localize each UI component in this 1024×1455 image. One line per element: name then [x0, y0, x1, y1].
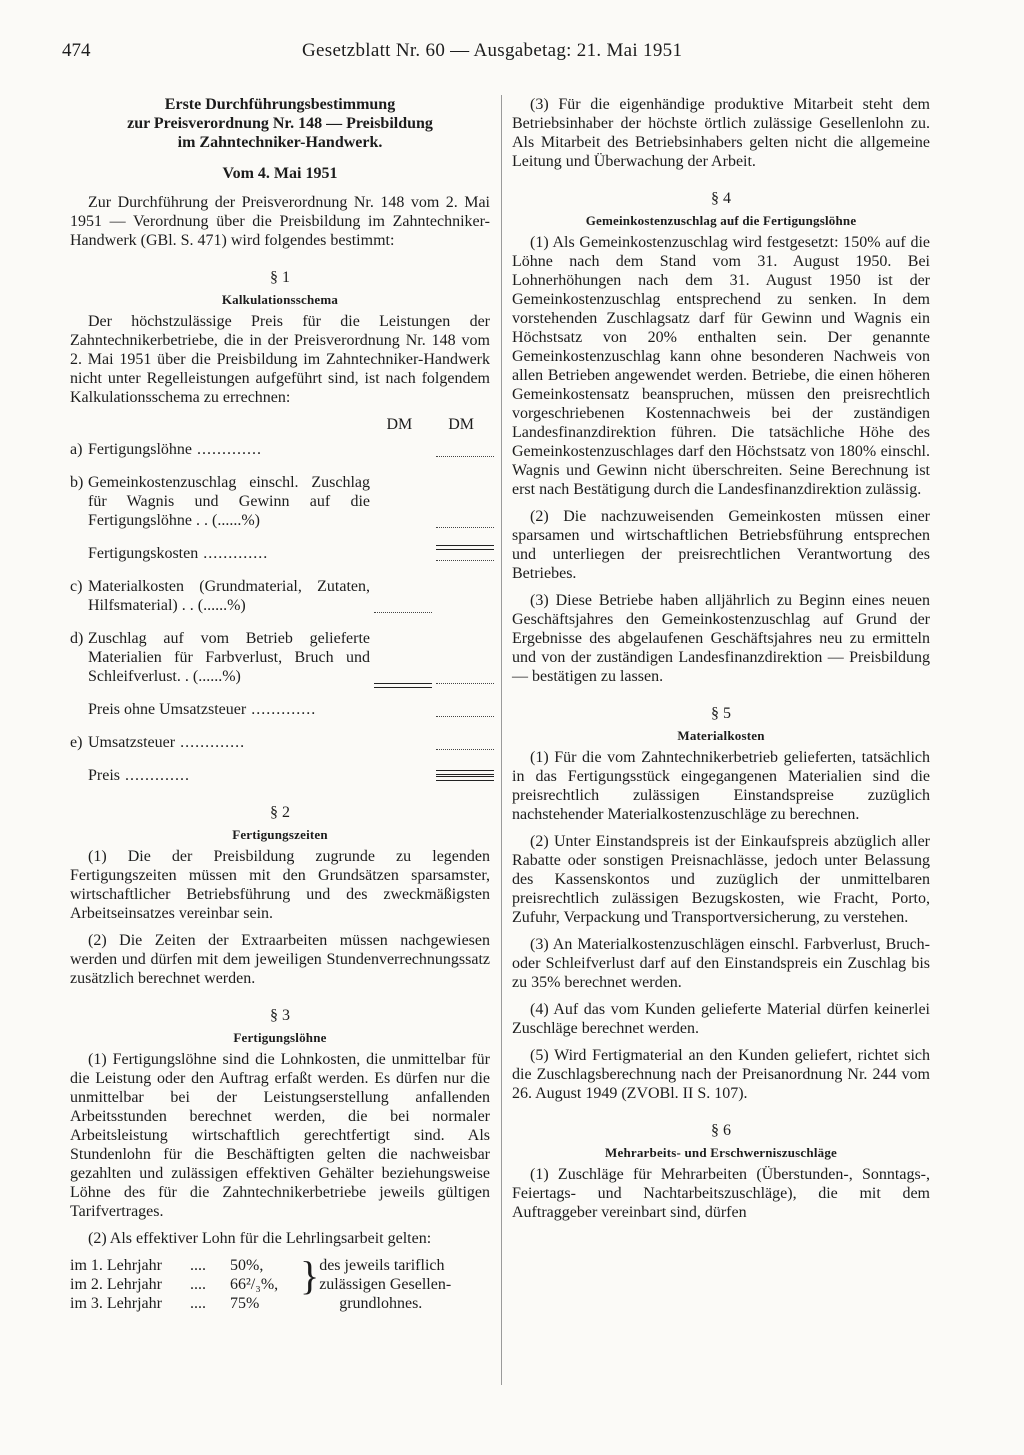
- intro-paragraph: Zur Durchführung der Preisverordnung Nr. 148 vom 2. Mai 1951 — Verordnung über die Preisbildung im Zahntechniker-Handwerk (GBl. S. 471) wird folgendes bestimmt:: [70, 194, 490, 249]
- page-number: 474: [62, 40, 91, 61]
- section-2-para-2: (2) Die Zeiten der Extraarbeiten müssen nachgewiesen werden und dürfen mit dem jeweiligen Stundenverrechnungssatz zusätzlich berechnet werden.: [70, 932, 490, 987]
- section-4-title: Gemeinkostenzuschlag auf die Fertigungslöhne: [585, 213, 857, 228]
- gazette-header-title: Gesetzblatt Nr. 60 — Ausgabetag: 21. Mai 1951: [302, 40, 683, 61]
- section-1-title: Kalkulationsschema: [221, 292, 339, 307]
- schema-row-preis: Preis .....: [70, 766, 490, 785]
- section-5-title: Materialkosten: [677, 728, 765, 743]
- schema-row-b: b) Gemeinkostenzuschlag einschl. Zuschlag für Wagnis und Gewinn auf die Fertigungslöhne . . (......%): [70, 473, 490, 530]
- section-6-title: Mehrarbeits- und Erschwerniszuschläge: [605, 1145, 837, 1160]
- schema-row-fertigungskosten: Fertigungskosten .....: [70, 544, 490, 563]
- section-5-para-1: (1) Für die vom Zahntechnikerbetrieb gelieferten, tatsächlich in das Fertigungsstück eingegangenen Materialien sind die preisrechtlich zulässigen Einstandspreise zuzüglich nachstehender Materialkostenzuschläge zu berechnen.: [512, 749, 930, 823]
- section-2-para-1: (1) Die der Preisbildung zugrunde zu legenden Fertigungszeiten müssen mit den Grundsätzen sparsamster, wirtschaftlicher Betriebsführung und des zweckmäßigsten Arbeitseinsatzes vereinbar sein.: [70, 848, 490, 922]
- schema-row-d: d) Zuschlag auf vom Betrieb gelieferte Materialien für Farbverlust, Bruch und Schleifverlust. . (......%): [70, 629, 490, 686]
- schema-row-a: a) Fertigungslöhne .....: [70, 440, 490, 459]
- section-3-para-2: (2) Als effektiver Lohn für die Lehrlingsarbeit gelten:: [88, 1230, 432, 1247]
- section-4-para-3: (3) Diese Betriebe haben alljährlich zu Beginn eines neuen Geschäftsjahres den Gemeinkostenzuschlag auf Grund der Ergebnisse des abgelaufenen Geschäftsjahres neu zu ermitteln und von der zuständigen Landesfinanzdirektion — Preisbildung — bestätigen zu lassen.: [512, 592, 930, 685]
- table-row: im 1. Lehrjahr .... 50%, } des jeweils tariflich: [70, 1253, 445, 1298]
- schema-row-preis-ohne-ust: Preis ohne Umsatzsteuer .....: [70, 700, 490, 719]
- section-6-para-1: (1) Zuschläge für Mehrarbeiten (Überstunden-, Sonntags-, Feiertags- und Nachtarbeitszuschläge), die mit dem Auftraggeber vereinbart sind, dürfen: [512, 1166, 930, 1221]
- section-3-title: Fertigungslöhne: [233, 1030, 327, 1045]
- right-column: [512, 95, 930, 1230]
- calculation-schema: [70, 415, 490, 785]
- document-title: Erste Durchführungsbestimmung zur Preisverordnung Nr. 148 — Preisbildung im Zahntechniker-Handwerk.: [127, 96, 433, 151]
- table-row: im 2. Lehrjahr .... 66²/₃%, zulässigen Gesellen-: [70, 1276, 452, 1293]
- schema-row-c: c) Materialkosten (Grundmaterial, Zutaten, Hilfsmaterial) . . (......%): [70, 577, 490, 615]
- section-3-number: § 3: [270, 1007, 290, 1024]
- section-1-number: § 1: [270, 269, 290, 286]
- section-5-para-5: (5) Wird Fertigmaterial an den Kunden geliefert, richtet sich die Zuschlagsberechnung nach der Preisanordnung Nr. 244 vom 26. August 1949 (ZVOBl. II S. 107).: [512, 1047, 930, 1102]
- apprentice-wage-table: [70, 1253, 490, 1313]
- section-1-text: Der höchstzulässige Preis für die Leistungen der Zahntechnikerbetriebe, die in der Preisverordnung Nr. 148 vom 2. Mai 1951 über die Preisbildung im Zahntechniker-Handwerk nicht unter Regelleistungen aufgeführt sind, ist nach folgendem Kalkulationsschema zu errechnen:: [70, 313, 490, 406]
- schema-row-e: e) Umsatzsteuer .....: [70, 733, 490, 752]
- section-3-para-1: (1) Fertigungslöhne sind die Lohnkosten, die unmittelbar für die Leistung oder den Auftrag erfaßt werden. Es dürfen nur die unmittelbar bei der Leistungserstellung anfallenden Arbeitsstunden berechnet werden, die bei normaler Arbeitsleistung wirtschaftlich gerechtfertigt sind. Als Stundenlohn für die Beschäftigten gelten die nachweisbar gezahlten und zulässigen effektiven Gehälter beziehungsweise Löhne des für die Zahntechnikerbetriebe jeweils gültigen Tarifvertrages.: [70, 1051, 490, 1220]
- table-row: im 3. Lehrjahr .... 75% grundlohnes.: [70, 1295, 423, 1312]
- section-6-number: § 6: [711, 1122, 731, 1139]
- section-5-para-2: (2) Unter Einstandspreis ist der Einkaufspreis abzüglich aller Rabatte oder sonstigen Preisnachlässe, jedoch unter Belassung des Kassenskontos und zuzüglich der unmittelbaren preisrechtlich zulässigen Bezugskosten, wie Fracht, Porto, Zufuhr, Verpackung und Transportversicherung, zu verstehen.: [512, 833, 930, 926]
- section-5-number: § 5: [711, 705, 731, 722]
- section-3-para-3: (3) Für die eigenhändige produktive Mitarbeit steht dem Betriebsinhaber der höchste örtlich zulässige Gesellenlohn zu. Als Mitarbeit des Betriebsinhabers gelten nicht die allgemeine Leitung und Überwachung der Arbeit.: [512, 96, 930, 170]
- section-5-para-3: (3) An Materialkostenzuschlägen einschl. Farbverlust, Bruch- oder Schleifverlust darf auf den Einstandspreis ein Zuschlag bis zu 35% berechnet werden.: [512, 936, 930, 991]
- section-4-para-1: (1) Als Gemeinkostenzuschlag wird festgesetzt: 150% auf die Löhne nach dem Stand vom 31. August 1950. Bei Lohnerhöhungen nach dem 31. August 1950 ist der Gemeinkostenzuschlag entsprechend zu senken. In dem vorstehenden Zuschlagsatz darf für Gewinn und Wagnis ein Höchstsatz von 20% enthalten sein. Der genannte Gemeinkostenzuschlag kann ohne besonderen Nachweis von allen Betrieben angewendet werden. Betriebe, die einen höheren Gemeinkostensatz beanspruchen, müssen den preisrechtlich vorgeschriebenen Kostennachweis bei der zuständigen Landesfinanzdirektion führen. Die tatsächliche Höhe des Gemeinkostenzuschlages darf den Höchstsatz von 180% einschl. Wagnis und Gewinn nicht überschreiten. Seine Berechnung ist erst nach Bestätigung durch die Landesfinanzdirektion zulässig.: [512, 234, 930, 498]
- column-divider: [501, 95, 502, 1385]
- left-column: [70, 95, 490, 1313]
- schema-column-headers: DM DM: [386, 416, 474, 433]
- page-header: [62, 40, 942, 70]
- brace: }: [300, 1253, 320, 1298]
- section-4-number: § 4: [711, 190, 731, 207]
- document-date: Vom 4. Mai 1951: [222, 165, 338, 182]
- section-4-para-2: (2) Die nachzuweisenden Gemeinkosten müssen einer sparsamen und wirtschaftlichen Betriebsführung entsprechen und unterliegen der preisrechtlichen Verantwortung des Betriebes.: [512, 508, 930, 582]
- section-5-para-4: (4) Auf das vom Kunden gelieferte Material dürfen keinerlei Zuschläge berechnet werden.: [512, 1001, 930, 1037]
- section-2-title: Fertigungszeiten: [232, 827, 328, 842]
- section-2-number: § 2: [270, 804, 290, 821]
